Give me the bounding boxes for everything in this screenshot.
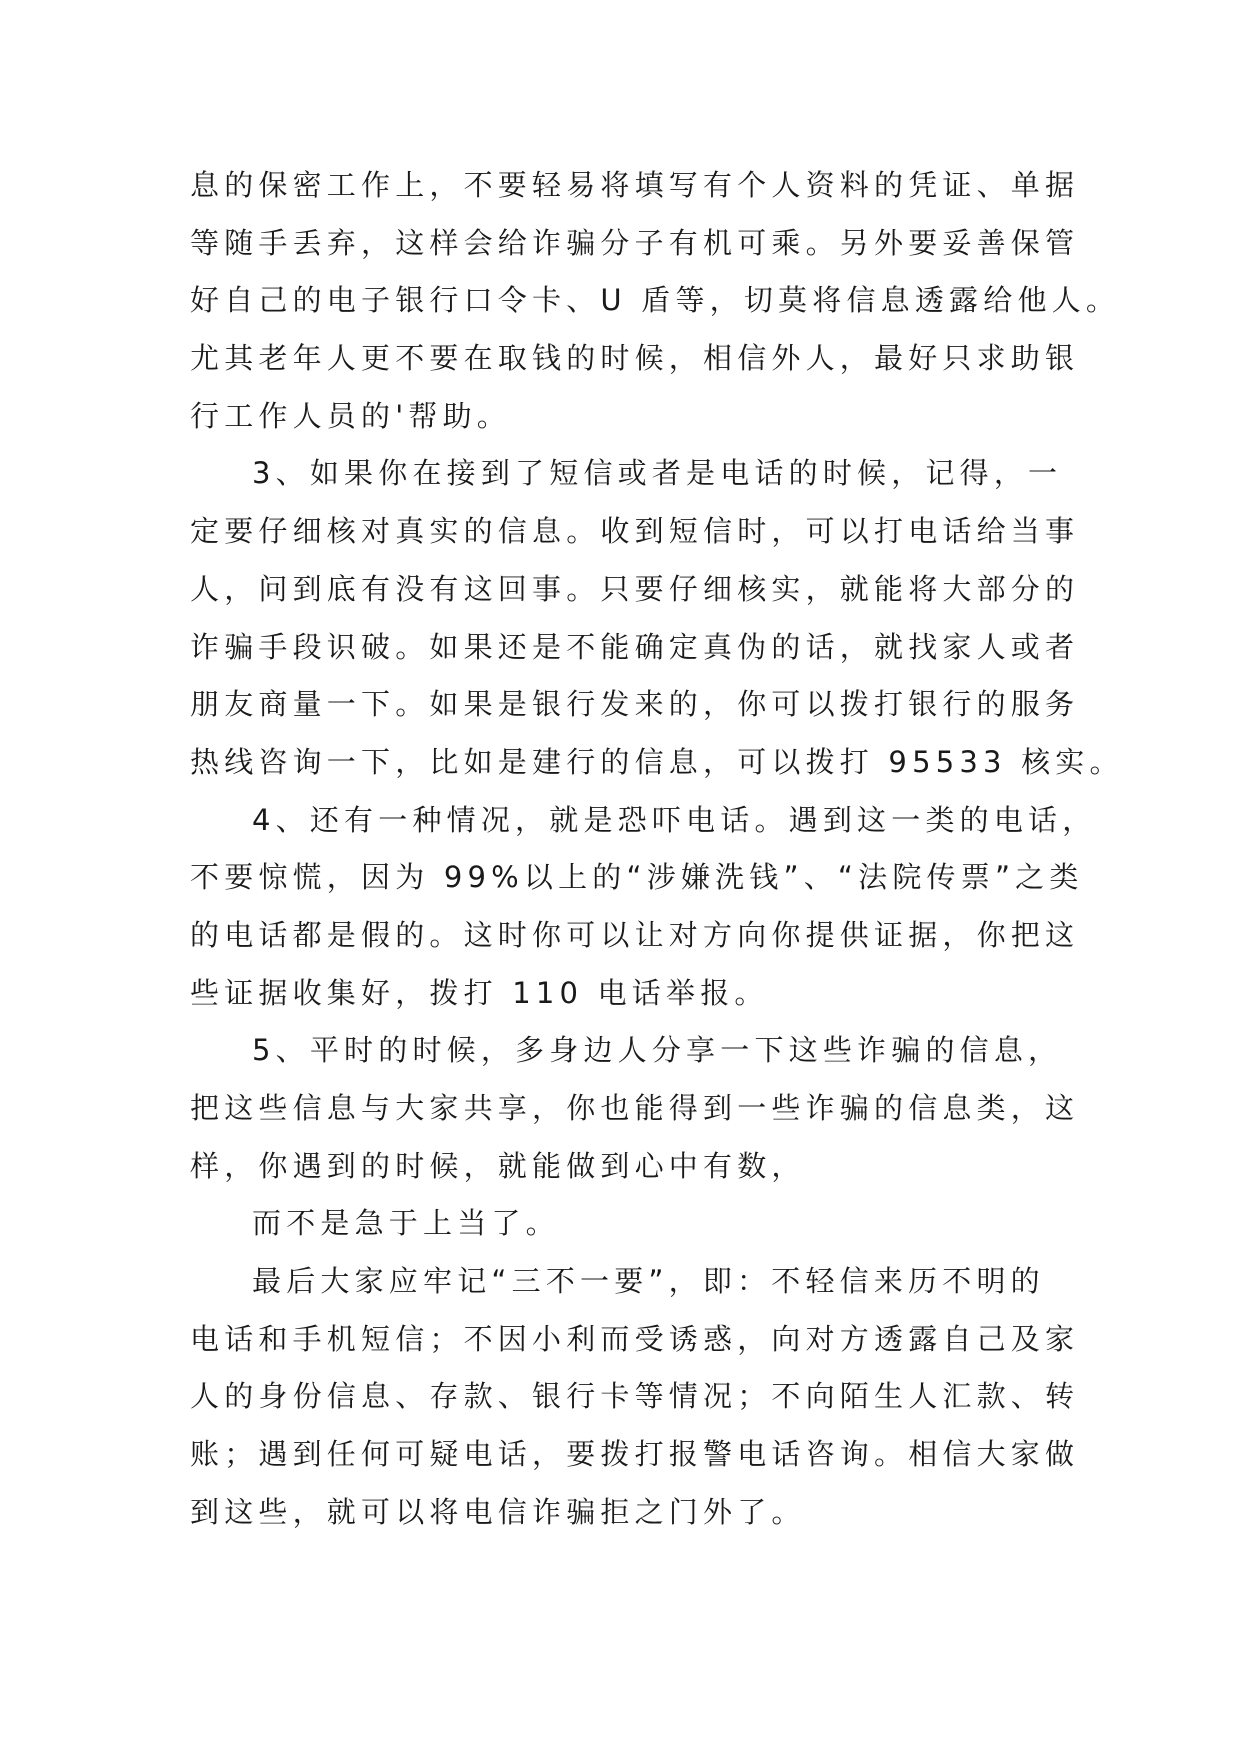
text-line: 账；遇到任何可疑电话，要拨打报警电话咨询。相信大家做: [190, 1437, 1080, 1472]
text-line: 到这些，就可以将电信诈骗拒之门外了。: [190, 1494, 806, 1529]
text-line: 人的身份信息、存款、银行卡等情况；不向陌生人汇款、转: [190, 1379, 1080, 1414]
text-line: 朋友商量一下。如果是银行发来的，你可以拨打银行的服务: [190, 687, 1080, 722]
text-line: 热线咨询一下，比如是建行的信息，可以拨打 95533 核实。: [190, 744, 1124, 779]
paragraph-start-line: 而不是急于上当了。: [252, 1206, 560, 1241]
text-line: 的电话都是假的。这时你可以让对方向你提供证据，你把这: [190, 917, 1080, 952]
text-line: 样，你遇到的时候，就能做到心中有数，: [190, 1148, 806, 1183]
text-line: 定要仔细核对真实的信息。收到短信时，可以打电话给当事: [190, 514, 1080, 549]
text-line: 不要惊慌，因为 99%以上的“涉嫌洗钱”、“法院传票”之类: [190, 860, 1084, 895]
text-line: 些证据收集好，拨打 110 电话举报。: [190, 975, 769, 1010]
paragraph-start-line: 5、平时的时候，多身边人分享一下这些诈骗的信息，: [252, 1033, 1063, 1068]
text-line: 行工作人员的'帮助。: [190, 398, 511, 433]
text-line: 人，问到底有没有这回事。只要仔细核实，就能将大部分的: [190, 571, 1080, 606]
text-line: 把这些信息与大家共享，你也能得到一些诈骗的信息类，这: [190, 1091, 1080, 1125]
text-line: 尤其老年人更不要在取钱的时候，相信外人，最好只求助银: [190, 341, 1080, 376]
text-line: 电话和手机短信；不因小利而受诱惑，向对方透露自己及家: [190, 1321, 1080, 1356]
paragraph-start-line: 最后大家应牢记“三不一要”，即：不轻信来历不明的: [252, 1264, 1045, 1299]
text-line: 等随手丢弃，这样会给诈骗分子有机可乘。另外要妥善保管: [190, 225, 1080, 260]
text-line: 息的保密工作上，不要轻易将填写有个人资料的凭证、单据: [190, 168, 1080, 202]
paragraph-start-line: 4、还有一种情况，就是恐吓电话。遇到这一类的电话，: [252, 802, 1097, 837]
paragraph-start-line: 3、如果你在接到了短信或者是电话的时候，记得，一: [252, 456, 1063, 491]
text-line: 诈骗手段识破。如果还是不能确定真伪的话，就找家人或者: [190, 629, 1080, 664]
text-line: 好自己的电子银行口令卡、U 盾等，切莫将信息透露给他人。: [190, 283, 1121, 318]
body-text: [190, 157, 1124, 1542]
